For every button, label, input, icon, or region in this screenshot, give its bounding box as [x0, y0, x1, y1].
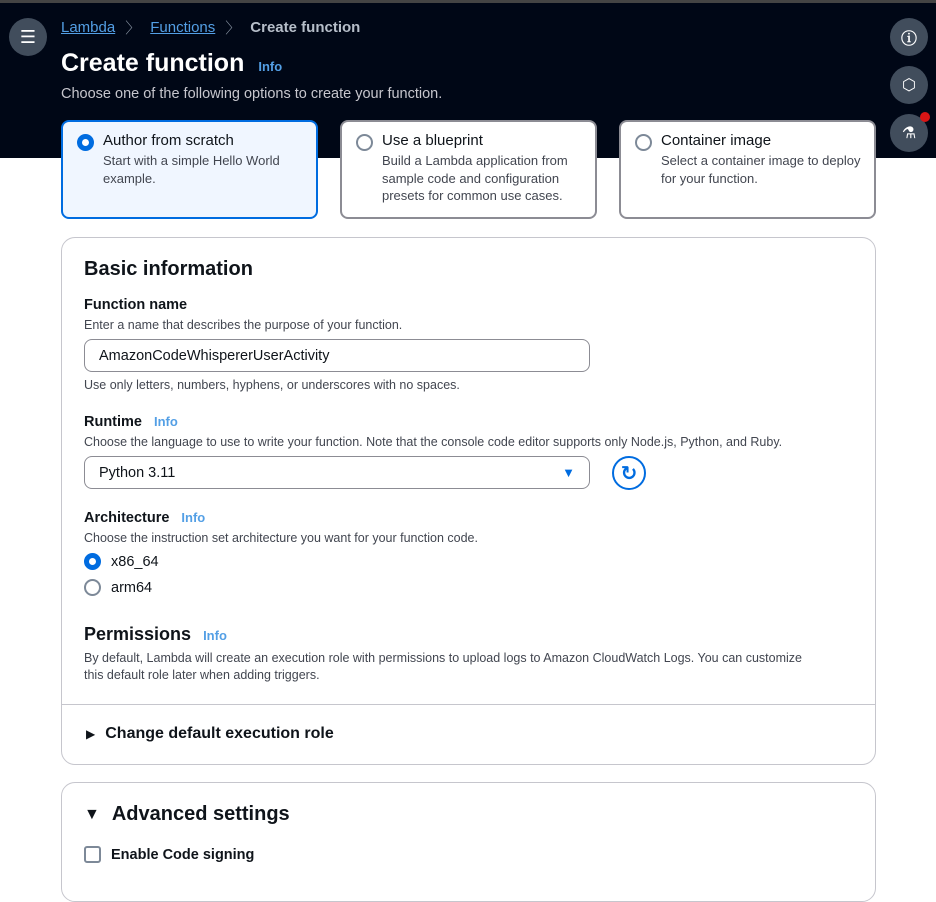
runtime-label: Runtime — [84, 414, 142, 430]
basic-information-panel — [61, 237, 876, 765]
section-title: Basic information — [84, 258, 253, 280]
function-name-label: Function name — [84, 297, 188, 313]
option-title: Container image — [661, 132, 772, 149]
architecture-desc: Choose the instruction set architecture you want for your function code. — [84, 531, 478, 545]
page-subtitle: Choose one of the following options to create your function. — [61, 86, 443, 102]
notification-dot — [920, 112, 930, 122]
caret-down-icon: ▼ — [84, 805, 100, 823]
checkbox-label: Enable Code signing — [111, 846, 255, 863]
permissions-desc: By default, Lambda will create an execution role with permissions to upload logs to Amazon CloudWatch Logs. You can customize this default role later when adding triggers. — [84, 651, 802, 682]
function-name-hint: Use only letters, numbers, hyphens, or underscores with no spaces. — [84, 378, 460, 392]
runtime-desc: Choose the language to use to write your function. Note that the console code editor supports only Node.js, Python, and Ruby. — [84, 435, 783, 449]
radio-selected[interactable] — [77, 134, 94, 151]
info-panel-button[interactable] — [890, 18, 928, 56]
page-title: Create function — [61, 49, 245, 77]
radio[interactable] — [635, 134, 652, 151]
beta-features-button[interactable] — [890, 114, 928, 152]
function-name-input[interactable] — [84, 339, 590, 372]
chevron-right-icon: 〉 — [125, 20, 141, 37]
refresh-runtime-button[interactable] — [612, 456, 646, 490]
option-title: Author from scratch — [103, 132, 234, 149]
radio-selected[interactable] — [84, 553, 101, 570]
option-author-from-scratch[interactable] — [61, 120, 318, 219]
radio[interactable] — [356, 134, 373, 151]
caret-down-icon: ▼ — [562, 465, 575, 480]
breadcrumb-current: Create function — [250, 19, 361, 36]
architecture-label: Architecture — [84, 510, 170, 526]
hexagon-icon: ⬡ — [902, 77, 916, 94]
radio[interactable] — [84, 579, 101, 596]
arch-option-x86[interactable] — [84, 553, 159, 570]
option-desc: Start with a simple Hello World example. — [103, 153, 280, 186]
info-icon: ⓘ — [900, 30, 917, 48]
runtime-select[interactable] — [84, 456, 590, 489]
function-name-value: AmazonCodeWhispererUserActivity — [99, 347, 330, 364]
refresh-icon: ↻ — [620, 462, 638, 485]
section-title: Advanced settings — [111, 803, 290, 825]
chevron-right-icon: 〉 — [225, 20, 241, 37]
info-link[interactable]: Info — [258, 59, 283, 74]
settings-button[interactable] — [890, 66, 928, 104]
menu-button[interactable] — [9, 18, 47, 56]
caret-right-icon: ▶ — [86, 727, 96, 741]
runtime-value: Python 3.11 — [99, 464, 176, 481]
code-signing-checkbox[interactable] — [84, 846, 254, 863]
function-name-desc: Enter a name that describes the purpose of your function. — [84, 318, 403, 332]
permissions-label: Permissions — [84, 624, 192, 644]
arch-label: arm64 — [111, 579, 153, 596]
advanced-settings-panel — [61, 782, 876, 902]
advanced-settings-toggle[interactable] — [84, 803, 290, 826]
runtime-info-link[interactable]: Info — [154, 414, 178, 429]
arch-label: x86_64 — [111, 553, 159, 570]
flask-icon: ⚗ — [901, 125, 917, 142]
option-title: Use a blueprint — [382, 132, 483, 149]
arch-option-arm64[interactable] — [84, 579, 152, 596]
option-use-blueprint[interactable] — [340, 120, 597, 219]
breadcrumb-functions[interactable]: Functions — [150, 19, 216, 36]
architecture-info-link[interactable]: Info — [181, 510, 206, 525]
change-execution-role-toggle[interactable] — [86, 725, 334, 743]
breadcrumb-lambda[interactable]: Lambda — [61, 19, 116, 36]
permissions-info-link[interactable]: Info — [203, 628, 227, 643]
breadcrumb — [61, 17, 360, 38]
hamburger-icon: ☰ — [19, 26, 37, 47]
checkbox[interactable] — [84, 846, 101, 863]
toggle-label: Change default execution role — [105, 725, 334, 742]
divider — [62, 704, 875, 705]
option-desc: Select a container image to deploy for your function. — [661, 153, 861, 186]
option-desc: Build a Lambda application from sample code and configuration presets for common use cases. — [382, 153, 568, 203]
option-container-image[interactable] — [619, 120, 876, 219]
